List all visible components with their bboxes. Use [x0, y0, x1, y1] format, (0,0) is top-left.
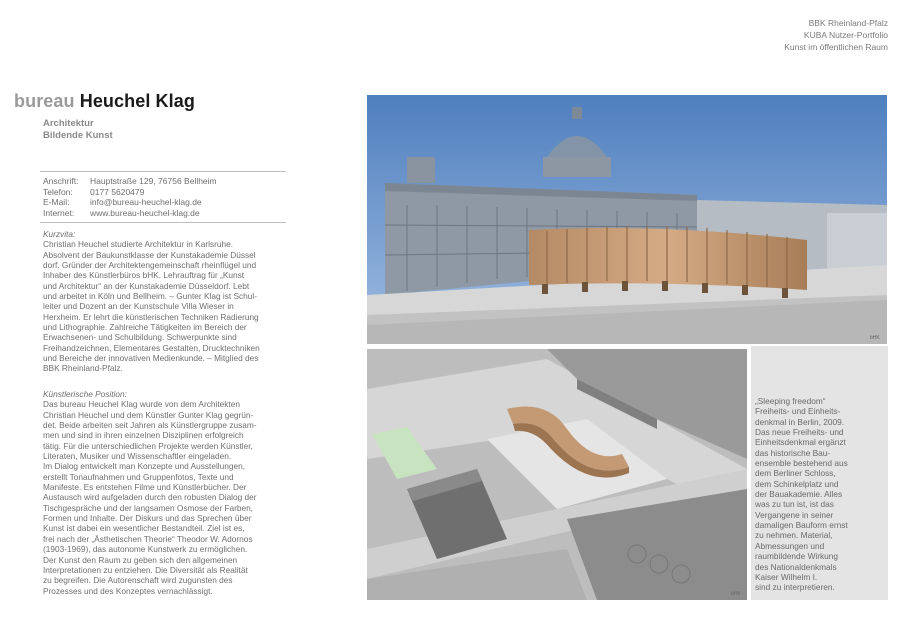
position-heading: Künstlerische Position:: [43, 389, 127, 399]
position-line: tätig. Für die unterschiedlichen Projekte werden Künstler,: [43, 440, 253, 451]
kurzvita-line: Inhaber des Künstlerbüros bHK. Lehrauftrag für „Kunst: [43, 270, 245, 281]
caption-line: das historische Bau-: [755, 447, 831, 458]
caption-line: ensemble bestehend aus: [755, 458, 848, 469]
rendering-aerial-svg: [367, 349, 747, 600]
kurzvita-line: BBK Rheinland-Pfalz.: [43, 363, 123, 374]
header-info: [784, 17, 888, 53]
subtitle-architecture: Architektur: [43, 118, 94, 129]
contact-label: Anschrift:: [43, 176, 79, 186]
kurzvita-line: und arbeitet in Köln und Bellheim. – Gunter Klag ist Schul-: [43, 291, 257, 302]
rendering-perspective-svg: [367, 95, 887, 344]
contact-address: Hauptstraße 129, 76756 Bellheim: [90, 176, 217, 186]
position-line: zu begreifen. Die Autorenschaft wird zugunsten des: [43, 575, 233, 586]
kurzvita-line: Herxheim. Er lehrt die künstlerischen Techniken Radierung: [43, 311, 259, 322]
rendering-aerial-image: [367, 349, 747, 600]
kurzvita-line: und Bereiche der innovativen Medienkunde. – Mitglied des: [43, 353, 259, 364]
contact-email-link[interactable]: info@bureau-heuchel-klag.de: [90, 197, 202, 208]
credit-bottom: bHK: [731, 591, 741, 597]
kurzvita-section: [43, 229, 289, 374]
position-line: det. Beide arbeiten seit Jahren als Künstlergruppe zusam-: [43, 420, 257, 431]
contact-label: Telefon:: [43, 186, 73, 197]
kurzvita-line: dorf. Gründer der Architektengemeinschaft rheinflügel und: [43, 260, 257, 271]
position-line: frei nach der „Ästhetischen Theorie“ Theodor W. Adornos: [43, 533, 253, 544]
caption-line: was zu tun ist, ist das: [755, 499, 834, 510]
kurzvita-line: Christian Heuchel studierte Architektur in Karlsruhe.: [43, 239, 233, 250]
position-line: Manifeste. Es entstehen Filme und Künstlerbücher. Der: [43, 482, 247, 493]
caption-line: raumbildende Wirkung: [755, 551, 839, 562]
caption-line: Freiheits- und Einheits-: [755, 406, 841, 417]
position-line: Formen und Inhalte. Der Diskurs und das Sprechen über: [43, 513, 252, 524]
caption-line: Kaiser Wilhelm I.: [755, 571, 818, 582]
header-line-topic: Kunst im öffentlichen Raum: [784, 42, 888, 52]
position-line: erstellt Tonaufnahmen und Gruppenfotos, Texte und: [43, 471, 234, 482]
caption-text: [755, 396, 887, 593]
caption-line: dem Schinkelplatz und: [755, 478, 839, 489]
caption-line: Das neue Freiheits- und: [755, 427, 844, 438]
header-line-org: BBK Rheinland-Pfalz: [808, 18, 888, 28]
kurzvita-line: und Lithographie. Zahlreiche Tätigkeiten im Bereich der: [43, 322, 247, 333]
position-line: Christian Heuchel und dem Künstler Gunter Klag gegrün-: [43, 409, 254, 420]
contact-phone: 0177 5620479: [90, 186, 145, 197]
caption-line: der Bauakademie. Alles: [755, 489, 843, 500]
credit-top: bHK: [870, 335, 880, 341]
contact-row-web: [43, 208, 217, 219]
divider-top: [40, 171, 286, 172]
contact-label: E-Mail:: [43, 197, 70, 208]
position-line: Prozesses und des Konzeptes vernachlässigt.: [43, 585, 213, 596]
kurzvita-line: und Architektur“ an der Kunstakademie Düsseldorf. Lebt: [43, 280, 250, 291]
position-line: Literaten, Musiker und Wissenschaftler eingeladen.: [43, 451, 232, 462]
contact-row-phone: [43, 187, 217, 198]
caption-line: sind zu interpretieren.: [755, 582, 835, 593]
header-line-portfolio: KUBA Nutzer-Portfolio: [803, 30, 888, 40]
position-line: Interpretationen zu entziehen. Die Diversität als Realität: [43, 564, 248, 575]
contact-row-email: [43, 197, 217, 208]
caption-line: Abmessungen und: [755, 540, 825, 551]
kurzvita-line: Erwachsenen- und Schulbildung. Schwerpunkte sind: [43, 332, 237, 343]
kurzvita-heading: Kurzvita:: [43, 229, 76, 239]
kurzvita-text: [43, 239, 289, 373]
position-line: Der Kunst den Raum zu geben sich den allgemeinen: [43, 554, 238, 565]
position-line: Austausch wird aufgeladen durch den robusten Dialog der: [43, 492, 257, 503]
title-name: Heuchel Klag: [79, 91, 195, 111]
caption-line: damaligen Bauform ernst: [755, 520, 848, 531]
contact-row-address: [43, 176, 217, 187]
position-text: [43, 399, 289, 596]
title-prefix: bureau: [14, 91, 80, 111]
contact-block: [43, 176, 217, 218]
rendering-perspective-image: [367, 95, 887, 344]
kurzvita-line: leiter und Dozent an der Kunstschule Villa Wieser in: [43, 301, 234, 312]
position-line: Das bureau Heuchel Klag wurde von dem Architekten: [43, 399, 240, 410]
position-line: men und sind in ihren einzelnen Disziplinen erfolgreich: [43, 430, 244, 441]
divider-bottom: [40, 222, 286, 223]
caption-line: des Nationaldenkmals: [755, 561, 837, 572]
position-line: Tischgespräche und der langsamen Osmose der Farben,: [43, 502, 253, 513]
contact-label: Internet:: [43, 207, 75, 218]
caption-line: „Sleeping freedom“: [755, 396, 826, 406]
caption-line: zu nehmen. Material,: [755, 530, 833, 541]
caption-line: dem Berliner Schloss,: [755, 468, 836, 479]
position-line: Kunst ist dabei ein wesentlicher Bestandteil. Ziel ist es,: [43, 523, 245, 534]
kurzvita-line: Absolvent der Baukunstklasse der Kunstakademie Düssel: [43, 249, 256, 260]
contact-website-link[interactable]: www.bureau-heuchel-klag.de: [90, 207, 200, 218]
subtitle-fine-art: Bildende Kunst: [43, 130, 113, 141]
position-section: [43, 389, 289, 596]
caption-line: Einheitsdenkmal ergänzt: [755, 437, 846, 448]
page-title: [14, 91, 195, 112]
kurzvita-line: Freihandzeichnen, Elementares Gestalten, Drucktechniken: [43, 342, 260, 353]
subtitle: [43, 118, 113, 142]
position-line: (1903-1969), das autonome Kunstwerk zu ermöglichen.: [43, 544, 248, 555]
caption-line: denkmal in Berlin, 2009.: [755, 416, 845, 427]
caption-line: Vergangene in seiner: [755, 509, 834, 520]
position-line: Im Dialog entwickelt man Konzepte und Ausstellungen,: [43, 461, 246, 472]
